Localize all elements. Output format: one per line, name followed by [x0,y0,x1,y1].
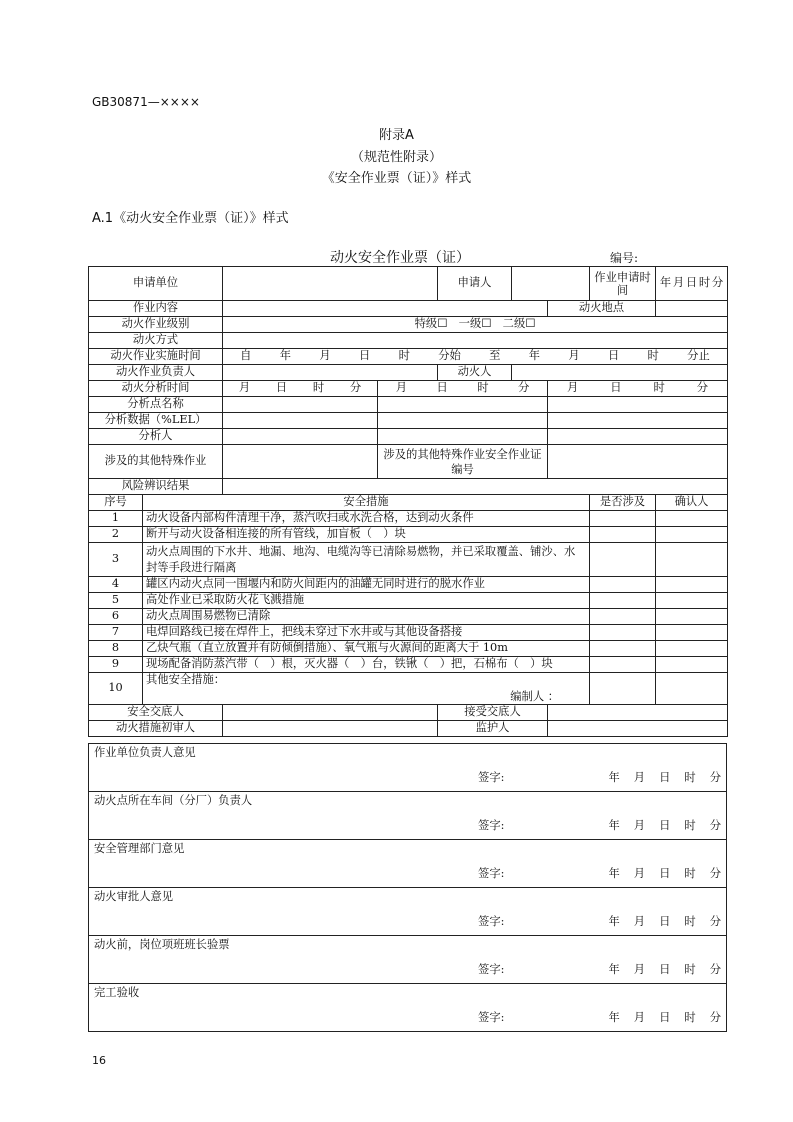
apply-time-field[interactable]: 年 月 日 时 分 [656,267,728,301]
other-special-field[interactable] [223,445,378,479]
confirm-cell[interactable] [656,543,728,577]
measure-text: 动火点周围的下水井、地漏、地沟、电缆沟等已清除易燃物，并已采取覆盖、铺沙、水封等手段进行隔离 [143,543,590,577]
applicant-label: 申请人 [438,267,512,301]
standard-number: GB30871—×××× [92,95,200,109]
opinion-title: 安全管理部门意见 [94,842,185,855]
measure-row [89,625,728,641]
measure-text: 其他安全措施： [146,673,226,686]
measure-text: 动火点周围易燃物已清除 [143,609,590,625]
involved-cell[interactable] [590,641,656,657]
confirm-cell[interactable] [656,641,728,657]
points-field-2[interactable] [378,397,548,413]
other-special-label: 涉及的其他特殊作业 [89,445,223,479]
measure-row [89,673,728,705]
opinion-title: 动火点所在车间（分厂）负责人 [94,794,253,807]
measure-no: 8 [89,641,143,657]
other-cert-label: 涉及的其他特殊作业安全作业证编号 [378,445,548,479]
analyst-label: 分析人 [89,429,223,445]
col-involved-header: 是否涉及 [590,495,656,511]
initial-reviewer-field[interactable] [223,721,438,737]
location-field[interactable] [656,301,728,317]
form-number-label: 编号: [610,251,639,265]
measure-text: 电焊回路线已接在焊件上，把线未穿过下水井或与其他设备搭接 [143,625,590,641]
analysis-time-1[interactable]: 月 日 时 分 [223,381,378,397]
page-number: 16 [92,1054,106,1067]
analyst-field-2[interactable] [378,429,548,445]
opinion-title: 动火前，岗位项班班长验票 [94,938,230,951]
opinion-table [88,743,727,1032]
opinion-title: 完工验收 [94,986,140,999]
period-field[interactable]: 自 年 月 日 时 分始 至 年 月 日 时 分止 [223,349,728,365]
fire-person-field[interactable] [512,365,728,381]
safety-briefer-field[interactable] [223,705,438,721]
data-label: 分析数据（%LEL） [89,413,223,429]
data-field-3[interactable] [548,413,728,429]
involved-cell[interactable] [590,577,656,593]
data-field-2[interactable] [378,413,548,429]
col-no-header: 序号 [89,495,143,511]
analyst-field-3[interactable] [548,429,728,445]
guardian-label: 监护人 [438,721,548,737]
col-measure-header: 安全措施 [143,495,590,511]
level-options[interactable]: 特级☐ 一级☐ 二级☐ [223,317,728,333]
appendix-type: （规范性附录） [350,150,442,165]
measure-row [89,577,728,593]
safety-receiver-label: 接受交底人 [438,705,548,721]
measure-text: 罐区内动火点同一围堰内和防火间距内的油罐无同时进行的脱水作业 [143,577,590,593]
involved-cell[interactable] [590,657,656,673]
safety-receiver-field[interactable] [548,705,728,721]
measure-no: 3 [89,543,143,577]
opinion-block[interactable] [89,888,727,936]
safety-briefer-label: 安全交底人 [89,705,223,721]
involved-cell[interactable] [590,625,656,641]
confirm-cell[interactable] [656,609,728,625]
points-field-1[interactable] [223,397,378,413]
measure-text: 高处作业已采取防火花飞溅措施 [143,593,590,609]
points-label: 分析点名称 [89,397,223,413]
section-heading: A.1《动火安全作业票（证）》样式 [92,211,289,226]
measure-text: 断开与动火设备相连接的所有管线，加盲板（ ）块 [143,527,590,543]
content-label: 作业内容 [89,301,223,317]
measure-text-other[interactable] [143,673,590,705]
opinion-block[interactable] [89,840,727,888]
signature-line: 签字: 年 月 日 时 分 [478,914,721,928]
confirm-cell[interactable] [656,593,728,609]
level-label: 动火作业级别 [89,317,223,333]
measure-row [89,511,728,527]
signature-line: 签字: 年 月 日 时 分 [478,1010,721,1024]
appendix-label: 附录A [379,128,414,143]
leader-label: 动火作业负责人 [89,365,223,381]
involved-cell[interactable] [590,511,656,527]
location-label: 动火地点 [548,301,656,317]
opinion-block[interactable] [89,984,727,1032]
confirm-cell[interactable] [656,657,728,673]
unit-label: 申请单位 [89,267,223,301]
fire-person-label: 动火人 [438,365,512,381]
opinion-block[interactable] [89,744,727,792]
risk-label: 风险辨识结果 [89,479,223,495]
opinion-title: 动火审批人意见 [94,890,174,903]
measure-no: 5 [89,593,143,609]
confirm-cell[interactable] [656,673,728,705]
signature-line: 签字: 年 月 日 时 分 [478,866,721,880]
analysis-time-2[interactable]: 月 日 时 分 [378,381,548,397]
other-cert-field[interactable] [548,445,728,479]
appendix-title: 《安全作业票（证）》样式 [321,171,472,186]
analyst-field-1[interactable] [223,429,378,445]
measure-no: 2 [89,527,143,543]
measure-no: 6 [89,609,143,625]
involved-cell[interactable] [590,543,656,577]
analysis-time-3[interactable]: 月 日 时 分 [548,381,728,397]
involved-cell[interactable] [590,593,656,609]
measure-no: 1 [89,511,143,527]
measure-text: 乙炔气瓶（直立放置并有防倾倒措施）、氧气瓶与火源间的距离大于 10m [143,641,590,657]
measure-row [89,641,728,657]
opinion-block[interactable] [89,792,727,840]
guardian-field[interactable] [548,721,728,737]
measure-text: 现场配备消防蒸汽带（ ）根，灭火器（ ）台，铁锹（ ）把，石棉布（ ）块 [143,657,590,673]
involved-cell[interactable] [590,527,656,543]
confirm-cell[interactable] [656,511,728,527]
content-field[interactable] [223,301,548,317]
method-field[interactable] [223,333,728,349]
form-title: 动火安全作业票（证） [330,250,470,266]
confirm-cell[interactable] [656,577,728,593]
permit-table [88,266,728,737]
measure-row [89,593,728,609]
risk-field[interactable] [223,479,728,495]
signature-line: 签字: 年 月 日 时 分 [478,962,721,976]
measure-no: 9 [89,657,143,673]
measure-no: 4 [89,577,143,593]
opinion-title: 作业单位负责人意见 [94,746,196,759]
measure-row [89,657,728,673]
signature-line: 签字: 年 月 日 时 分 [478,818,721,832]
data-field-1[interactable] [223,413,378,429]
unit-field[interactable] [223,267,438,301]
initial-reviewer-label: 动火措施初审人 [89,721,223,737]
involved-cell[interactable] [590,673,656,705]
opinion-block[interactable] [89,936,727,984]
confirm-cell[interactable] [656,625,728,641]
col-confirm-header: 确认人 [656,495,728,511]
analysis-time-label: 动火分析时间 [89,381,223,397]
measure-row [89,527,728,543]
method-label: 动火方式 [89,333,223,349]
apply-time-label: 作业申请时间 [590,267,656,301]
measure-row [89,609,728,625]
compiler-label: 编制人 ： [510,689,560,703]
points-field-3[interactable] [548,397,728,413]
applicant-field[interactable] [512,267,590,301]
confirm-cell[interactable] [656,527,728,543]
measure-no: 7 [89,625,143,641]
period-label: 动火作业实施时间 [89,349,223,365]
measure-row [89,543,728,577]
measure-text: 动火设备内部构件清理干净，蒸汽吹扫或水洗合格，达到动火条件 [143,511,590,527]
involved-cell[interactable] [590,609,656,625]
measure-no: 10 [89,673,143,705]
leader-field[interactable] [223,365,438,381]
signature-line: 签字: 年 月 日 时 分 [478,770,721,784]
